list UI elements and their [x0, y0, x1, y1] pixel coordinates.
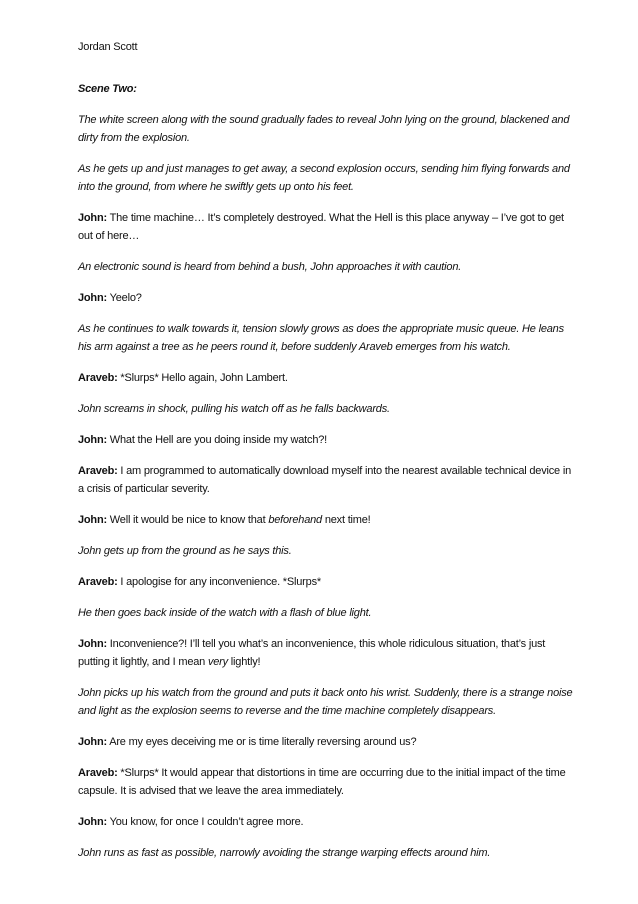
emphasized-word: very [207, 656, 228, 668]
dialogue-text: What the Hell are you doing inside my watch?! [106, 434, 328, 446]
speaker-name: Araveb: [78, 576, 118, 588]
dialogue-line [78, 209, 578, 245]
speaker-name: John: [78, 212, 107, 224]
direction-text: John screams in shock, pulling his watch off as he falls backwards. [78, 403, 390, 415]
speaker-name: John: [78, 514, 107, 526]
emphasized-word: beforehand [268, 514, 322, 526]
direction-text: As he continues to walk towards it, tension slowly grows as does the appropriate music queue. He leans his arm against a tree as he peers round it, before suddenly Araveb emerges from his watch. [78, 323, 564, 353]
dialogue-line [78, 289, 578, 307]
speaker-name: John: [78, 434, 107, 446]
speaker-name: John: [78, 638, 107, 650]
stage-direction [78, 258, 578, 276]
dialogue-line [78, 462, 578, 498]
stage-direction [78, 542, 578, 560]
dialogue-text: *Slurps* Hello again, John Lambert. [117, 372, 288, 384]
dialogue-text: I am programmed to automatically download myself into the nearest available technical device in a crisis of particular severity. [78, 465, 571, 495]
dialogue-text-after: lightly! [227, 656, 261, 668]
dialogue-text: Yeelo? [106, 292, 142, 304]
speaker-name: John: [78, 736, 107, 748]
scene-title: Scene Two: [78, 83, 137, 95]
stage-direction [78, 844, 578, 862]
dialogue-line [78, 369, 578, 387]
dialogue-text: *Slurps* It would appear that distortions in time are occurring due to the initial impact of the time capsule. It is advised that we leave the area immediately. [78, 767, 566, 797]
dialogue-text: I apologise for any inconvenience. *Slurps* [117, 576, 321, 588]
dialogue-text: You know, for once I couldn’t agree more. [106, 816, 304, 828]
dialogue-text: Inconvenience?! I’ll tell you what’s an inconvenience, this whole ridiculous situation, that’s just putting it lightly, and I mean [78, 638, 546, 668]
direction-text: John gets up from the ground as he says this. [78, 545, 292, 557]
speaker-name: Araveb: [78, 767, 118, 779]
dialogue-text-after: next time! [321, 514, 371, 526]
speaker-name: Araveb: [78, 372, 118, 384]
direction-text: John runs as fast as possible, narrowly avoiding the strange warping effects around him. [78, 847, 491, 859]
dialogue-line [78, 635, 578, 671]
direction-text: He then goes back inside of the watch with a flash of blue light. [78, 607, 372, 619]
dialogue-line [78, 573, 578, 591]
speaker-name: John: [78, 292, 107, 304]
dialogue-line [78, 511, 578, 529]
dialogue-text: Well it would be nice to know that [106, 514, 269, 526]
dialogue-line [78, 431, 578, 449]
dialogue-text: The time machine… It’s completely destroyed. What the Hell is this place anyway – I’ve got to get out of here… [78, 212, 564, 242]
speaker-name: John: [78, 816, 107, 828]
speaker-name: Araveb: [78, 465, 118, 477]
stage-direction [78, 160, 578, 196]
direction-text: An electronic sound is heard from behind a bush, John approaches it with caution. [78, 261, 462, 273]
author-name: Jordan Scott [78, 41, 138, 53]
dialogue-line [78, 813, 578, 831]
stage-direction [78, 111, 578, 147]
dialogue-line [78, 764, 578, 800]
dialogue-line [78, 733, 578, 751]
stage-direction [78, 400, 578, 418]
stage-direction [78, 604, 578, 622]
stage-direction [78, 320, 578, 356]
direction-text: As he gets up and just manages to get away, a second explosion occurs, sending him flying forwards and into the ground, from where he swiftly gets up onto his feet. [78, 163, 570, 193]
stage-direction [78, 684, 578, 720]
direction-text: The white screen along with the sound gradually fades to reveal John lying on the ground, blackened and dirty from the explosion. [78, 114, 570, 144]
dialogue-text: Are my eyes deceiving me or is time literally reversing around us? [106, 736, 417, 748]
direction-text: John picks up his watch from the ground and puts it back onto his wrist. Suddenly, there is a strange noise and light as the explosion seems to reverse and the time machine completely disappears. [78, 687, 573, 717]
